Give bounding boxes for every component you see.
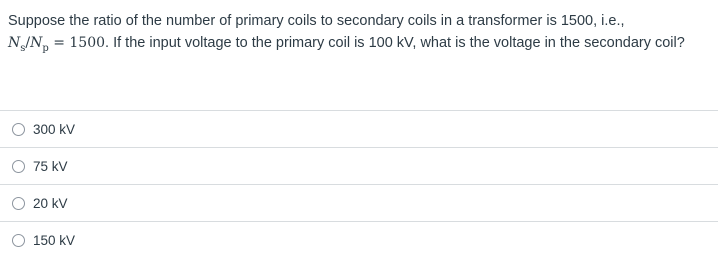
question-text [8, 10, 708, 54]
answer-option-150kv[interactable] [0, 221, 718, 258]
radio-button[interactable] [12, 123, 25, 136]
answer-option-300kv[interactable] [0, 110, 718, 147]
question-intro: Suppose the ratio of the number of primary coils to secondary coils in a transformer is 1500, i.e., [8, 13, 625, 29]
ratio-value: = 1500 [53, 35, 106, 51]
ratio-slash: / [25, 35, 31, 51]
radio-button[interactable] [12, 197, 25, 210]
ratio-formula [8, 35, 106, 54]
answer-label: 20 kV [33, 195, 68, 211]
answer-label: 300 kV [33, 121, 76, 137]
answer-option-75kv[interactable] [0, 147, 718, 184]
ns-symbol: N [8, 35, 21, 51]
answer-label: 150 kV [33, 232, 76, 248]
radio-button[interactable] [12, 234, 25, 247]
np-subscript: p [42, 42, 49, 54]
radio-button[interactable] [12, 160, 25, 173]
answer-label: 75 kV [33, 158, 68, 174]
ns-subscript: s [20, 42, 26, 54]
answer-list [0, 110, 718, 258]
np-symbol: N [30, 35, 43, 51]
answer-option-20kv[interactable] [0, 184, 718, 221]
question-body: . If the input voltage to the primary coil is 100 kV, what is the voltage in the secondary coil? [105, 35, 685, 51]
